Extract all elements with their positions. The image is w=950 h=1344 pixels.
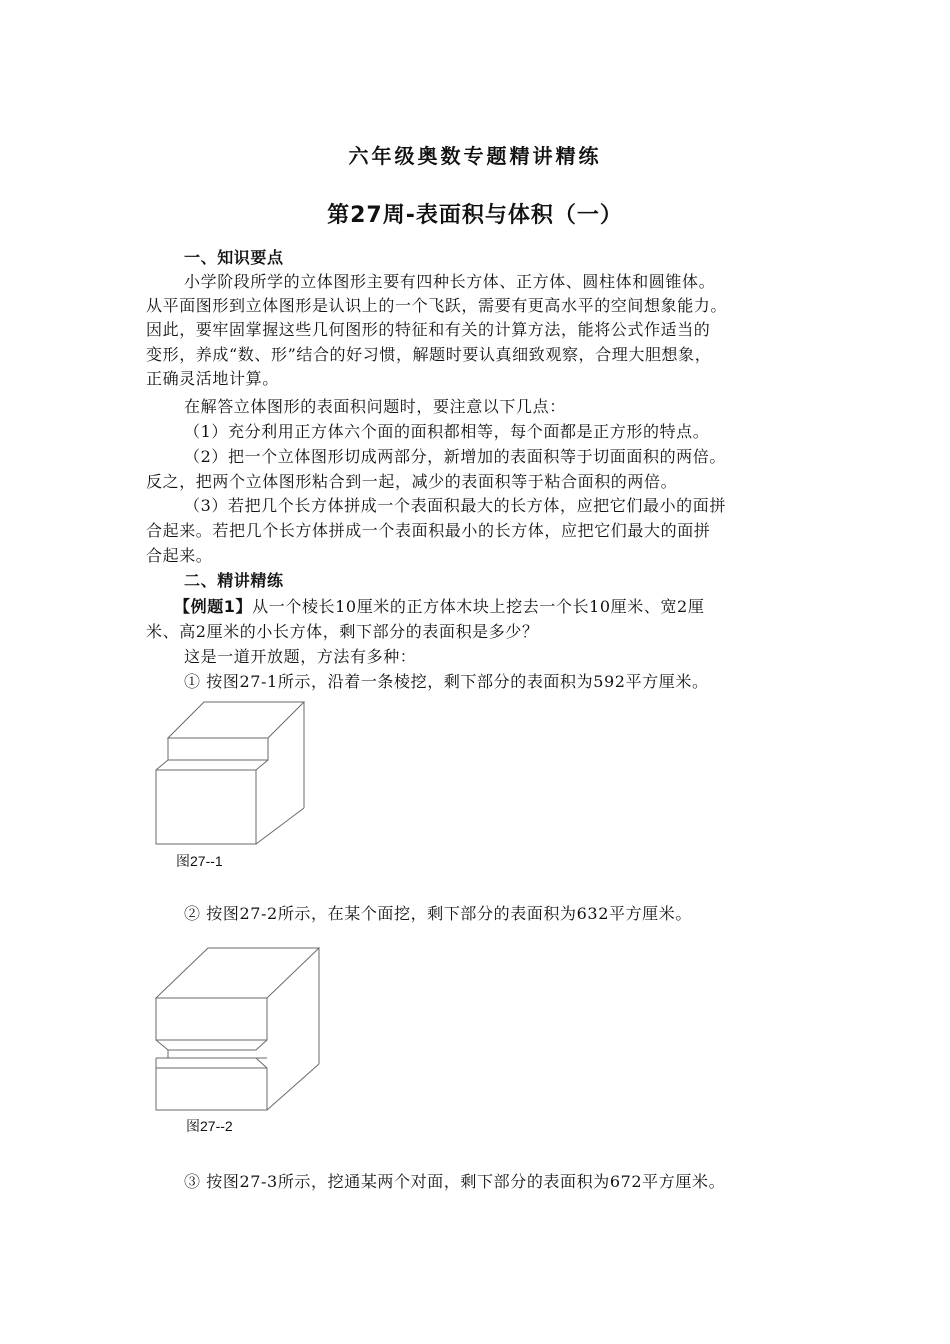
figure-27-2-caption: 图27--2	[186, 1118, 233, 1134]
example-1-text-continued: 米、高2厘米的小长方体，剩下部分的表面积是多少？	[146, 622, 539, 641]
point-3: （3）若把几个长方体拼成一个表面积最大的长方体，应把它们最小的面拼	[184, 496, 726, 515]
paragraph-line: 因此，要牢固掌握这些几何图形的特征和有关的计算方法，能将公式作适当的	[146, 320, 711, 339]
open-question-intro: 这是一道开放题，方法有多种：	[184, 647, 417, 666]
document-subtitle: 第27周-表面积与体积（一）	[327, 203, 623, 228]
point-1: （1）充分利用正方体六个面的面积都相等，每个面都是正方形的特点。	[184, 422, 710, 441]
figure-27-1-caption: 图27--1	[176, 853, 223, 869]
method-3: ③ 按图27-3所示，挖通某两个对面，剩下部分的表面积为672平方厘米。	[184, 1172, 726, 1191]
document-title: 六年级奥数专题精讲精练	[348, 144, 602, 168]
point-3-continued: 合起来。	[146, 546, 213, 565]
paragraph-line: 从平面图形到立体图形是认识上的一个飞跃，需要有更高水平的空间想象能力。	[146, 296, 728, 315]
example-1-line	[174, 595, 844, 619]
paragraph-line: 变形，养成“数、形”结合的好习惯，解题时要认真细致观察，合理大胆想象，	[146, 345, 712, 364]
paragraph-line: 小学阶段所学的立体图形主要有四种长方体、正方体、圆柱体和圆锥体。	[184, 272, 716, 291]
figure-27-1	[150, 698, 310, 850]
point-2: （2）把一个立体图形切成两部分，新增加的表面积等于切面面积的两倍。	[184, 447, 726, 466]
example-1-text: 从一个棱长10厘米的正方体木块上挖去一个长10厘米、宽2厘	[252, 597, 705, 616]
method-2: ② 按图27-2所示，在某个面挖，剩下部分的表面积为632平方厘米。	[184, 904, 692, 923]
point-2-continued: 反之，把两个立体图形粘合到一起，减少的表面积等于粘合面积的两倍。	[146, 472, 678, 491]
method-1: ① 按图27-1所示，沿着一条棱挖，剩下部分的表面积为592平方厘米。	[184, 672, 709, 691]
paragraph-line: 正确灵活地计算。	[146, 369, 279, 388]
point-3-continued: 合起来。若把几个长方体拼成一个表面积最小的长方体，应把它们最大的面拼	[146, 521, 711, 540]
figure-27-2	[150, 944, 325, 1114]
example-1-label: 【例题1】	[174, 597, 253, 616]
section-heading-knowledge: 一、知识要点	[184, 248, 284, 267]
section-heading-practice: 二、精讲精练	[184, 571, 284, 590]
paragraph-line: 在解答立体图形的表面积问题时，要注意以下几点：	[184, 397, 566, 416]
